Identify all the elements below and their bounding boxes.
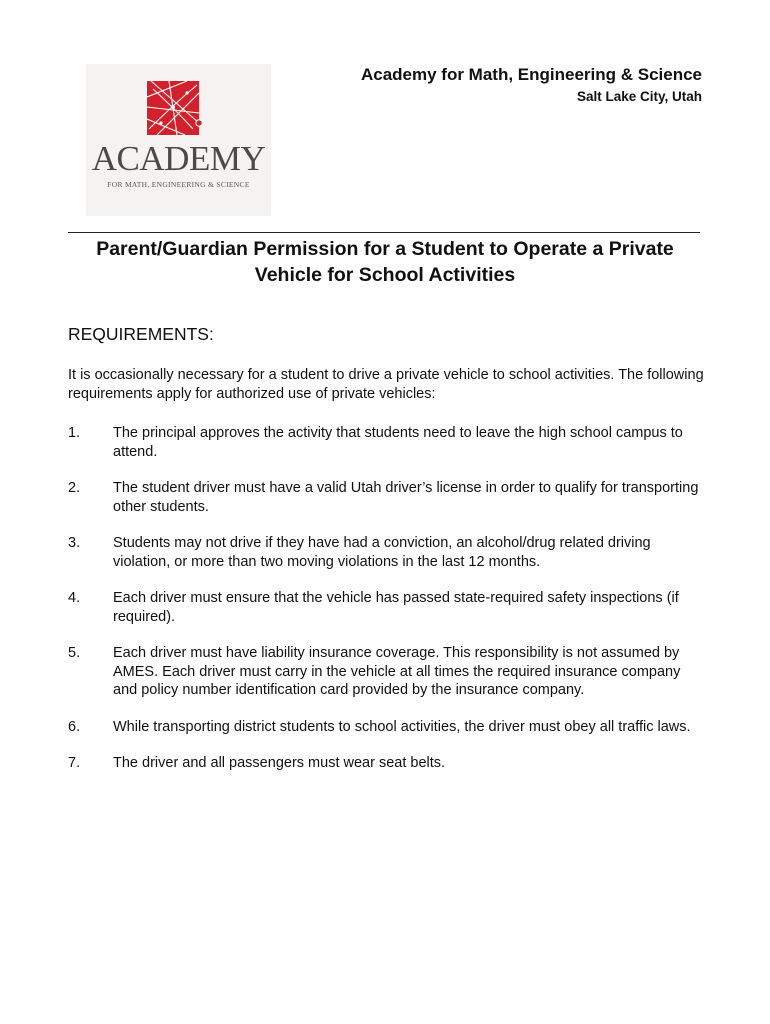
- requirement-item: [68, 718, 708, 737]
- requirement-text: Each driver must have liability insurance coverage. This responsibility is not assumed by AMES. Each driver must carry in the vehicle at all times the required insurance company and policy number identification card provided by the insurance company.: [113, 645, 681, 698]
- requirement-item: [68, 479, 708, 516]
- school-location: Salt Lake City, Utah: [576, 89, 702, 104]
- requirement-number: 6.: [68, 718, 81, 735]
- requirement-number: 1.: [68, 425, 81, 441]
- requirement-number: 5.: [68, 645, 81, 661]
- requirements-list: [68, 424, 708, 791]
- academy-logo-icon: [147, 79, 205, 139]
- requirement-number: 2.: [68, 480, 81, 496]
- logo-tagline: FOR MATH, ENGINEERING & SCIENCE: [107, 180, 250, 189]
- requirement-number: 3.: [68, 535, 81, 551]
- header-divider: [68, 232, 700, 233]
- requirements-heading: REQUIREMENTS:: [68, 324, 214, 344]
- requirement-number: 7.: [68, 755, 81, 771]
- requirement-item: [68, 534, 708, 571]
- requirement-text: The principal approves the activity that students need to leave the high school campus to attend.: [113, 425, 683, 460]
- requirement-text: Each driver must ensure that the vehicle has passed state-required safety inspections (if required).: [113, 590, 679, 625]
- requirement-text: The driver and all passengers must wear seat belts.: [113, 755, 446, 771]
- academy-logo: [86, 64, 271, 216]
- logo-wordmark: ACADEMY: [91, 139, 266, 178]
- requirement-text: Students may not drive if they have had a conviction, an alcohol/drug related driving violation, or more than two moving violations in the last 12 months.: [113, 535, 651, 570]
- requirement-item: [68, 644, 708, 700]
- requirement-text: The student driver must have a valid Utah driver’s license in order to qualify for transporting other students.: [113, 480, 699, 515]
- intro-paragraph: It is occasionally necessary for a student to drive a private vehicle to school activities. The following requirements apply for authorized use of private vehicles:: [68, 367, 704, 402]
- requirement-item: [68, 424, 708, 461]
- requirement-item: [68, 754, 708, 773]
- requirement-text: While transporting district students to school activities, the driver must obey all traffic laws.: [113, 718, 691, 735]
- school-name: Academy for Math, Engineering & Science: [360, 65, 702, 84]
- document-title: Parent/Guardian Permission for a Student to Operate a Private Vehicle for School Activities: [96, 238, 674, 286]
- requirement-item: [68, 589, 708, 626]
- requirement-number: 4.: [68, 590, 81, 606]
